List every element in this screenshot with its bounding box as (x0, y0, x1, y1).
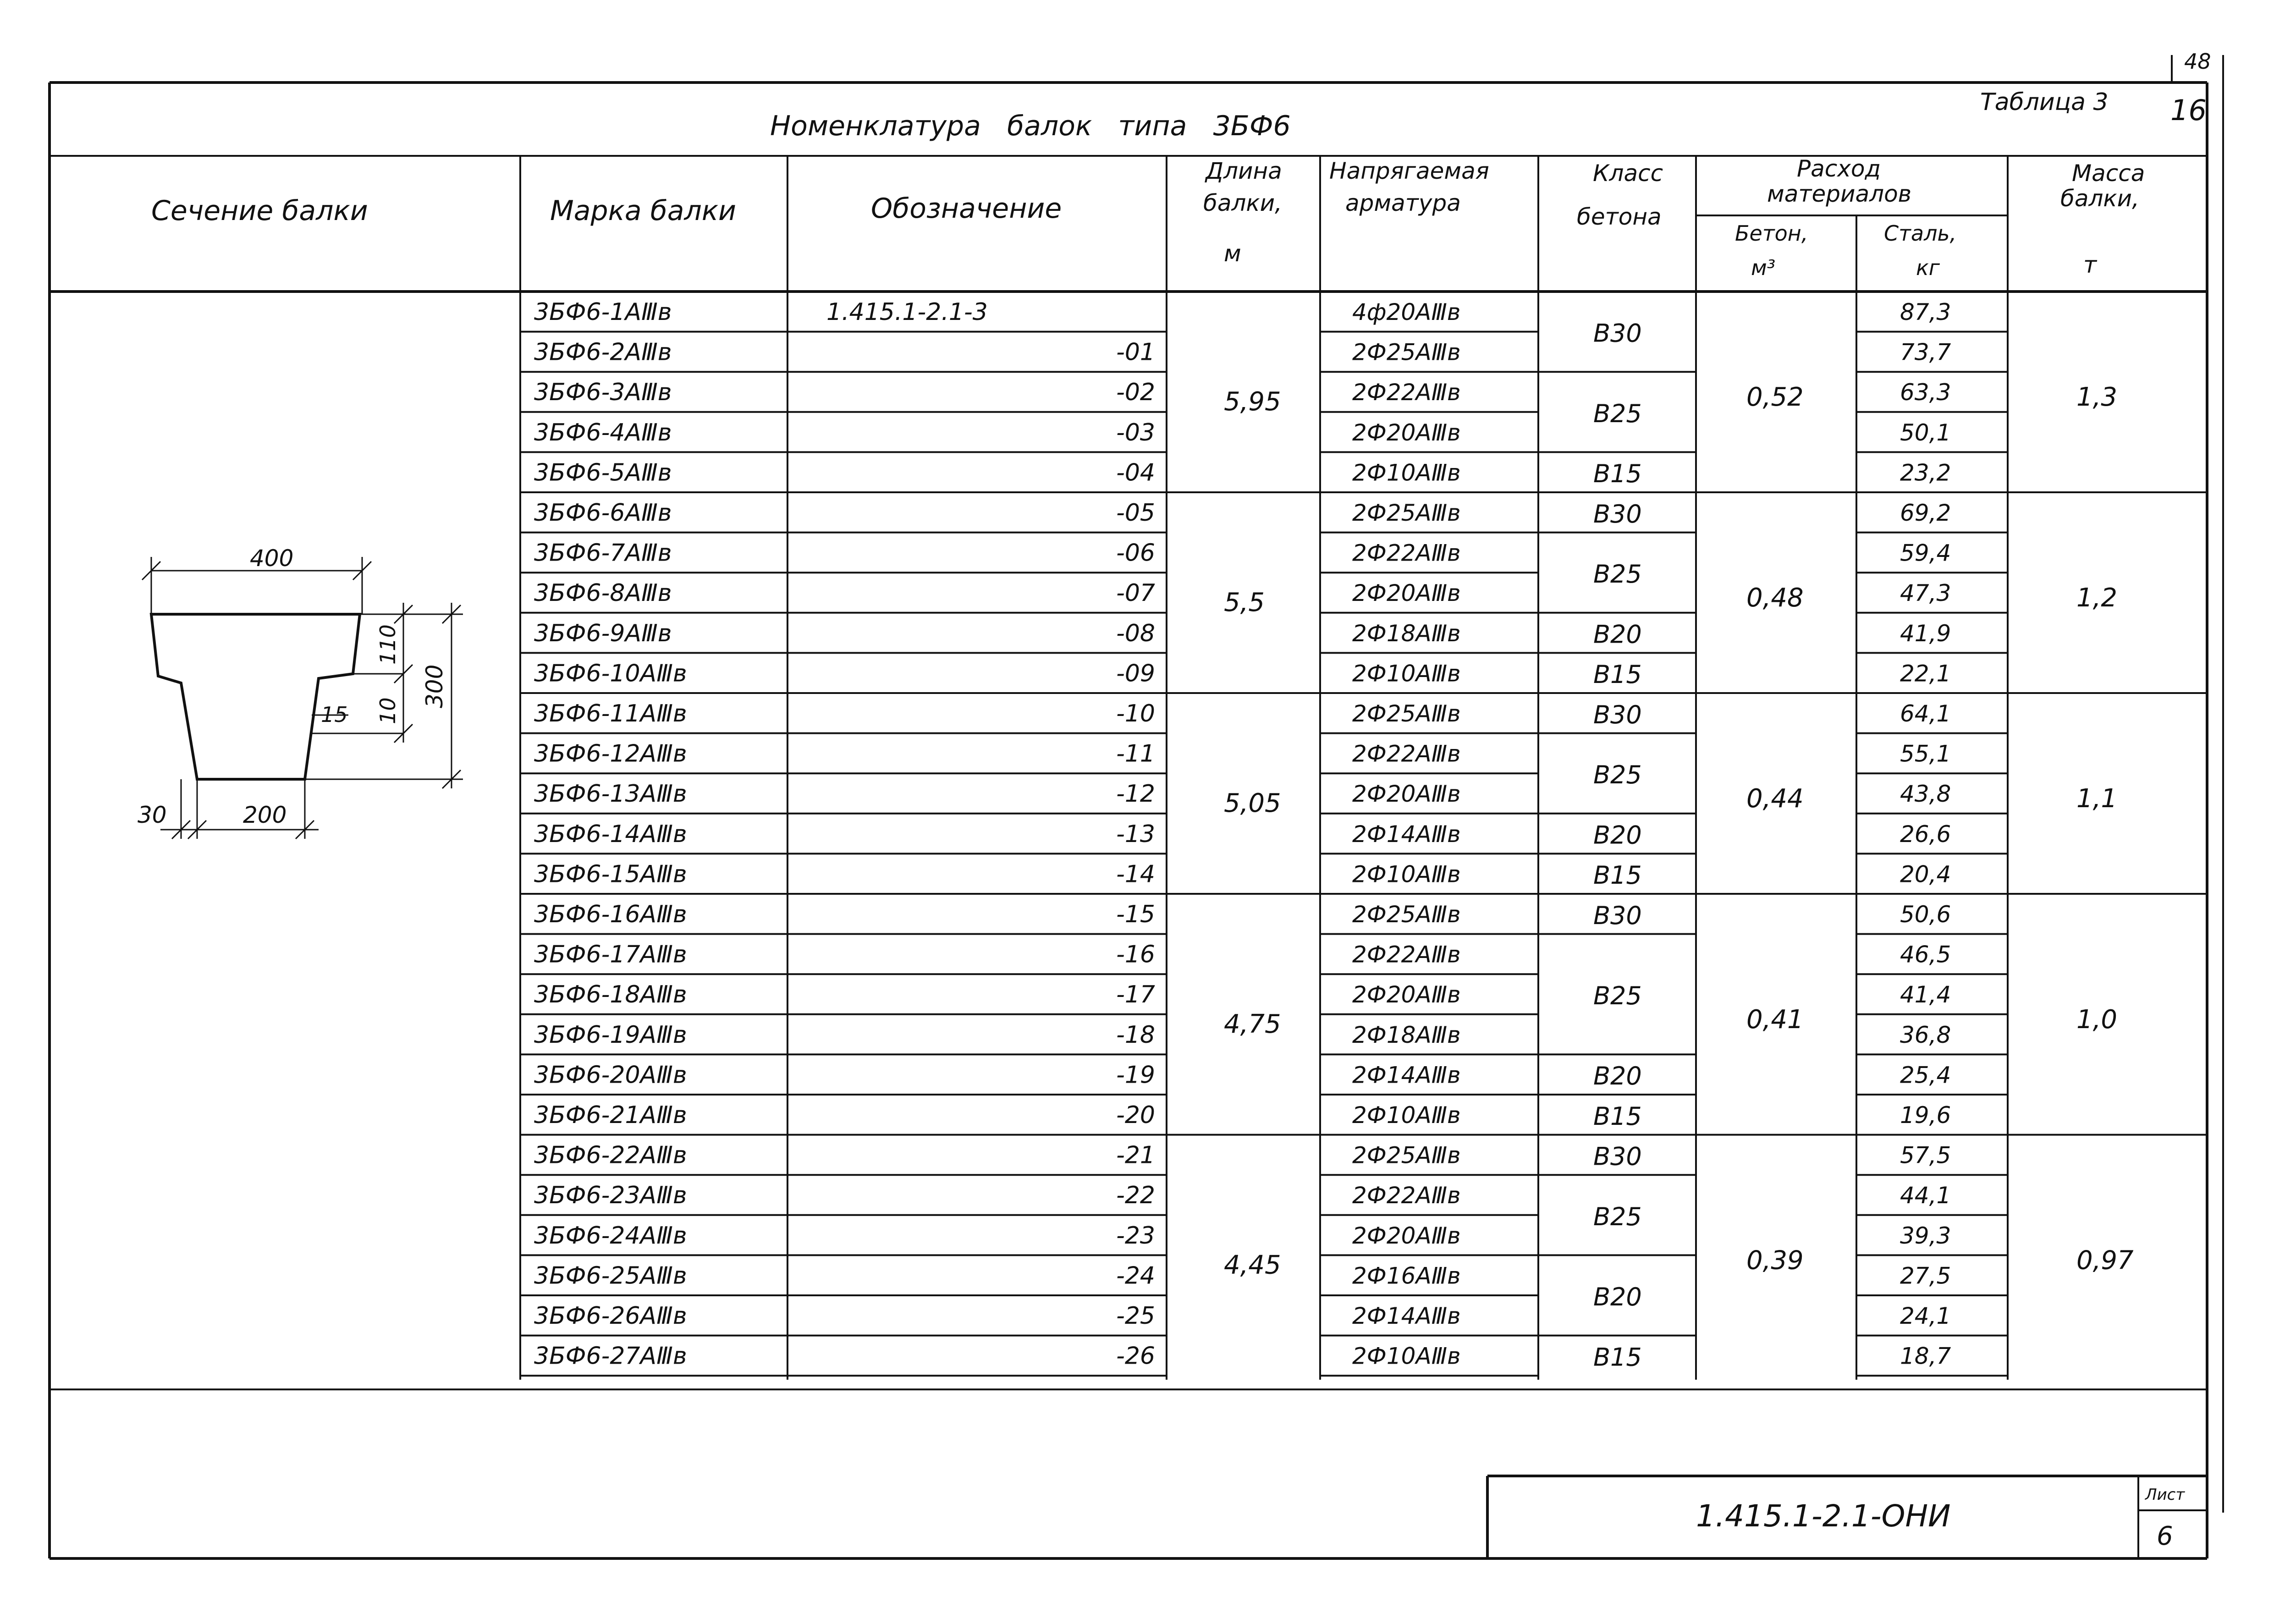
dim-200: 200 (243, 802, 287, 828)
header-steel-1: Сталь, (1884, 221, 1957, 246)
beam-mark: 3БФ6-15AⅢв (534, 860, 687, 888)
beam-mark: 3БФ6-26AⅢв (534, 1302, 687, 1330)
concrete-volume-value: 0,48 (1746, 583, 1804, 613)
steel-consumption: 23,2 (1900, 459, 1951, 486)
beam-mark: 3БФ6-10AⅢв (534, 660, 687, 688)
beam-mark: 3БФ6-20AⅢв (534, 1061, 687, 1089)
designation: -23 (1116, 1222, 1155, 1250)
stamp-sheet-number: 6 (2157, 1521, 2173, 1551)
beam-mark: 3БФ6-23AⅢв (534, 1182, 687, 1210)
concrete-volume-value: 0,44 (1746, 784, 1804, 814)
designation: -05 (1116, 499, 1155, 527)
length-value: 4,75 (1224, 1009, 1281, 1039)
concrete-class-value: B15 (1593, 1343, 1642, 1372)
steel-consumption: 41,9 (1900, 620, 1951, 647)
beam-mark: 3БФ6-18AⅢв (534, 981, 687, 1009)
header-steel-2: кг (1916, 255, 1940, 280)
designation: -04 (1116, 459, 1155, 487)
reinforcement: 2Ф20AⅢв (1352, 981, 1461, 1008)
reinforcement: 2Ф20AⅢв (1352, 781, 1461, 808)
steel-consumption: 24,1 (1900, 1303, 1951, 1329)
reinforcement: 2Ф20AⅢв (1352, 419, 1461, 446)
reinforcement: 2Ф22AⅢв (1352, 1182, 1461, 1209)
concrete-class-value: B30 (1593, 499, 1642, 528)
designation: -25 (1116, 1302, 1155, 1330)
designation: -15 (1116, 901, 1155, 928)
reinforcement: 2Ф25AⅢв (1352, 500, 1461, 526)
reinforcement: 2Ф18AⅢв (1352, 620, 1461, 647)
steel-consumption: 41,4 (1900, 981, 1951, 1008)
concrete-class-value: B20 (1593, 820, 1642, 850)
dimension-lines (142, 557, 463, 839)
header-consumption-2: материалов (1767, 181, 1912, 207)
designation: -02 (1116, 379, 1155, 407)
designation: -18 (1116, 1021, 1155, 1049)
concrete-class-value: B25 (1593, 760, 1642, 790)
beam-mark: 3БФ6-12AⅢв (534, 740, 687, 768)
table-title: Номенклатура балок типа 3БФ6 (770, 110, 1291, 142)
concrete-class-value: B15 (1593, 1101, 1642, 1131)
steel-consumption: 19,6 (1900, 1102, 1951, 1129)
header-mass-2: балки, (2060, 185, 2140, 212)
header-reinf-1: Напрягаемая (1329, 158, 1489, 184)
concrete-class-value: B30 (1593, 319, 1642, 348)
steel-consumption: 63,3 (1900, 379, 1951, 406)
title-block (1487, 1476, 2207, 1558)
steel-consumption: 50,6 (1900, 901, 1951, 928)
concrete-class-value: B30 (1593, 700, 1642, 729)
concrete-class-value: B15 (1593, 660, 1642, 689)
header-consumption-1: Расход (1797, 155, 1881, 182)
concrete-class-value: B25 (1593, 399, 1642, 428)
beam-mark: 3БФ6-7AⅢв (534, 539, 672, 567)
designation: -01 (1116, 338, 1155, 366)
reinforcement: 2Ф10AⅢв (1352, 660, 1461, 687)
beam-mark: 3БФ6-2AⅢв (534, 338, 672, 366)
reinforcement: 2Ф22AⅢв (1352, 941, 1461, 968)
header-length-3: м (1224, 240, 1241, 267)
steel-consumption: 55,1 (1900, 740, 1951, 767)
header-section: Сечение балки (151, 195, 368, 227)
reinforcement: 2Ф22AⅢв (1352, 539, 1461, 567)
header-mass-1: Масса (2072, 160, 2145, 187)
designation: -03 (1116, 418, 1155, 446)
reinforcement: 2Ф10AⅢв (1352, 1102, 1461, 1129)
table-label: Таблица 3 (1980, 88, 2109, 116)
designation: -09 (1116, 660, 1155, 688)
beam-section-drawing (138, 545, 463, 839)
designation: -13 (1116, 820, 1155, 848)
length-value: 5,05 (1224, 788, 1281, 818)
concrete-class-value: B25 (1593, 981, 1642, 1010)
concrete-class-value: B30 (1593, 901, 1642, 930)
beam-mass-value: 1,2 (2076, 583, 2118, 613)
steel-consumption: 27,5 (1900, 1262, 1951, 1289)
steel-consumption: 25,4 (1900, 1062, 1951, 1089)
length-value: 5,5 (1224, 588, 1265, 617)
designation: -19 (1116, 1061, 1155, 1089)
reinforcement: 2Ф22AⅢв (1352, 740, 1461, 767)
concrete-class-value: B20 (1593, 1283, 1642, 1311)
beam-mass-value: 1,3 (2076, 382, 2118, 412)
designation: -10 (1116, 700, 1155, 727)
beam-mark: 3БФ6-19AⅢв (534, 1021, 687, 1049)
designation: -12 (1116, 780, 1155, 808)
designation: -24 (1116, 1262, 1155, 1290)
steel-consumption: 39,3 (1900, 1222, 1951, 1249)
designation: -08 (1116, 619, 1155, 647)
length-value: 4,45 (1224, 1250, 1281, 1280)
beam-mark: 3БФ6-16AⅢв (534, 901, 687, 928)
header-concrete-2: м³ (1751, 255, 1776, 280)
header-class-2: бетона (1577, 204, 1662, 230)
designation: -20 (1116, 1101, 1155, 1129)
concrete-class-value: B15 (1593, 459, 1642, 489)
table-body (534, 298, 2134, 1371)
steel-consumption: 46,5 (1900, 941, 1951, 968)
beam-mark: 3БФ6-17AⅢв (534, 941, 687, 969)
reinforcement: 2Ф16AⅢв (1352, 1262, 1461, 1289)
beam-mark: 3БФ6-5AⅢв (534, 459, 672, 487)
beam-mass-value: 1,0 (2076, 1004, 2118, 1035)
beam-mass-value: 0,97 (2076, 1245, 2134, 1276)
concrete-class-value: B25 (1593, 560, 1642, 589)
steel-consumption: 47,3 (1900, 580, 1951, 607)
reinforcement: 2Ф25AⅢв (1352, 1142, 1461, 1169)
steel-consumption: 64,1 (1900, 700, 1951, 727)
beam-mark: 3БФ6-27AⅢв (534, 1342, 687, 1370)
reinforcement: 2Ф14AⅢв (1352, 820, 1461, 848)
beam-mark: 3БФ6-9AⅢв (534, 619, 672, 647)
steel-consumption: 18,7 (1900, 1343, 1951, 1370)
steel-consumption: 36,8 (1900, 1021, 1951, 1048)
reinforcement: 2Ф10AⅢв (1352, 459, 1461, 486)
designation: 1.415.1-2.1-3 (826, 298, 988, 326)
dim-110: 110 (375, 624, 400, 665)
designation: -11 (1116, 740, 1155, 768)
concrete-volume-value: 0,52 (1746, 382, 1804, 412)
beam-mark: 3БФ6-8AⅢв (534, 579, 672, 607)
page-corner-number: 16 (2170, 94, 2207, 127)
stamp-document-code: 1.415.1-2.1-ОНИ (1696, 1498, 1951, 1534)
beam-mark: 3БФ6-11AⅢв (534, 700, 687, 727)
stamp-sheet-label: Лист (2145, 1486, 2185, 1504)
concrete-class-value: B15 (1593, 861, 1642, 890)
header-reinf-2: арматура (1345, 190, 1461, 216)
designation: -07 (1116, 579, 1155, 607)
steel-consumption: 59,4 (1900, 539, 1951, 567)
designation: -22 (1116, 1182, 1155, 1210)
beam-mark: 3БФ6-13AⅢв (534, 780, 687, 808)
dim-10: 10 (375, 697, 400, 724)
steel-consumption: 73,7 (1900, 339, 1951, 366)
reinforcement: 2Ф25AⅢв (1352, 901, 1461, 928)
concrete-class-value: B25 (1593, 1202, 1642, 1231)
steel-consumption: 26,6 (1900, 820, 1951, 848)
concrete-volume-value: 0,41 (1746, 1004, 1804, 1035)
reinforcement: 2Ф20AⅢв (1352, 1222, 1461, 1249)
beam-mark: 3БФ6-21AⅢв (534, 1101, 687, 1129)
beam-mark: 3БФ6-24AⅢв (534, 1222, 687, 1250)
length-value: 5,95 (1224, 387, 1281, 417)
concrete-volume-value: 0,39 (1746, 1245, 1804, 1276)
steel-consumption: 43,8 (1900, 781, 1951, 808)
beam-mark: 3БФ6-22AⅢв (534, 1141, 687, 1169)
header-class-1: Класс (1593, 160, 1663, 187)
reinforcement: 2Ф22AⅢв (1352, 379, 1461, 406)
designation: -26 (1116, 1342, 1155, 1370)
reinforcement: 2Ф18AⅢв (1352, 1021, 1461, 1048)
steel-consumption: 22,1 (1900, 660, 1951, 687)
header-length-1: Длина (1206, 158, 1282, 184)
steel-consumption: 50,1 (1900, 419, 1951, 446)
beam-section-outline (151, 614, 360, 779)
steel-consumption: 87,3 (1900, 299, 1951, 325)
beam-mark: 3БФ6-14AⅢв (534, 820, 687, 848)
dim-30: 30 (138, 802, 167, 828)
reinforcement: 2Ф10AⅢв (1352, 861, 1461, 888)
steel-consumption: 69,2 (1900, 500, 1951, 526)
beam-mark: 3БФ6-4AⅢв (534, 418, 672, 446)
reinforcement: 2Ф14AⅢв (1352, 1303, 1461, 1329)
designation: -17 (1116, 981, 1155, 1009)
designation: -21 (1116, 1141, 1155, 1169)
header-concrete-1: Бетон, (1735, 221, 1808, 246)
header-designation: Обозначение (871, 193, 1062, 225)
steel-consumption: 44,1 (1900, 1182, 1951, 1209)
steel-consumption: 20,4 (1900, 861, 1951, 888)
dim-15: 15 (321, 702, 348, 727)
beam-mark: 3БФ6-3AⅢв (534, 379, 672, 407)
steel-consumption: 57,5 (1900, 1142, 1951, 1169)
beam-mass-value: 1,1 (2076, 784, 2118, 814)
header-mark: Марка балки (550, 195, 737, 227)
reinforcement: 4ф20AⅢв (1352, 299, 1461, 325)
beam-mark: 3БФ6-25AⅢв (534, 1262, 687, 1290)
reinforcement: 2Ф25AⅢв (1352, 339, 1461, 366)
concrete-class-value: B30 (1593, 1142, 1642, 1171)
header-length-2: балки, (1203, 190, 1283, 216)
beam-mark: 3БФ6-1AⅢв (534, 298, 672, 326)
dim-300: 300 (421, 664, 448, 708)
designation: -16 (1116, 941, 1155, 969)
reinforcement: 2Ф10AⅢв (1352, 1343, 1461, 1370)
concrete-class-value: B20 (1593, 1062, 1642, 1091)
reinforcement: 2Ф14AⅢв (1352, 1062, 1461, 1089)
designation: -14 (1116, 860, 1155, 888)
header-mass-3: т (2083, 252, 2097, 278)
column-headers (151, 155, 2145, 280)
designation: -06 (1116, 539, 1155, 567)
page-top-fragment: 48 (2184, 49, 2211, 74)
beam-mark: 3БФ6-6AⅢв (534, 499, 672, 527)
reinforcement: 2Ф25AⅢв (1352, 700, 1461, 727)
reinforcement: 2Ф20AⅢв (1352, 580, 1461, 607)
dim-400: 400 (250, 545, 294, 572)
concrete-class-value: B20 (1593, 620, 1642, 649)
